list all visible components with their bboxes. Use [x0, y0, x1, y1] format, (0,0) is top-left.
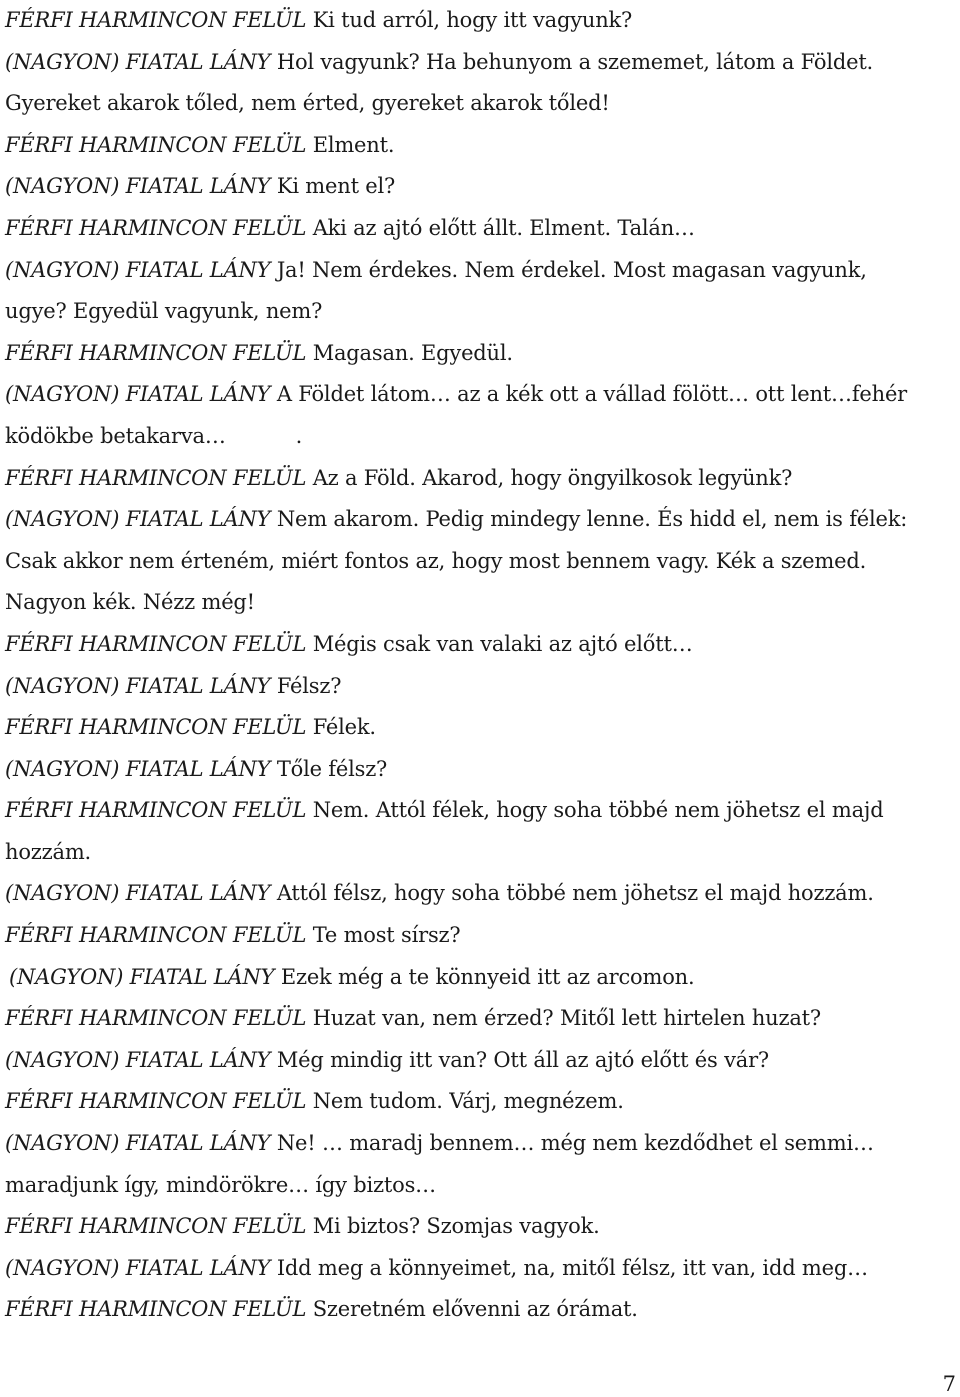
- speaker-name: (NAGYON) FIATAL LÁNY: [9, 964, 275, 989]
- dialogue-text: Félek.: [312, 715, 376, 740]
- speaker-name: (NAGYON) FIATAL LÁNY: [5, 174, 271, 199]
- speaker-name: (NAGYON) FIATAL LÁNY: [5, 49, 271, 74]
- dialogue-line: [5, 1206, 950, 1248]
- dialogue-line: [5, 374, 950, 416]
- dialogue-line: [5, 166, 950, 208]
- dialogue-text: ugye? Egyedül vagyunk, nem?: [5, 299, 323, 324]
- dialogue-text: Tőle félsz?: [276, 756, 388, 781]
- dialogue-line: [5, 1289, 950, 1331]
- dialogue-text: Szeretném elővenni az órámat.: [312, 1297, 638, 1322]
- dialogue-text: Nem. Attól félek, hogy soha többé nem jöhetsz el majd: [312, 798, 884, 823]
- dialogue-line: [5, 915, 950, 957]
- dialogue-continuation: [5, 541, 950, 583]
- dialogue-line: [5, 873, 950, 915]
- dialogue-text: Aki az ajtó előtt állt. Elment. Talán…: [312, 215, 695, 240]
- dialogue-line: [5, 998, 950, 1040]
- dialogue-line: [5, 499, 950, 541]
- dialogue-line: [5, 666, 950, 708]
- dialogue-line: [5, 1123, 950, 1165]
- dialogue-continuation: [5, 582, 950, 624]
- page-number: 7: [942, 1372, 956, 1396]
- dialogue-line: [5, 42, 950, 84]
- dialogue-line: [5, 250, 950, 292]
- dialogue-text: Ki tud arról, hogy itt vagyunk?: [312, 8, 633, 32]
- dialogue-text: Attól félsz, hogy soha többé nem jöhetsz el majd hozzám.: [276, 881, 874, 906]
- dialogue-text: Csak akkor nem érteném, miért fontos az, hogy most bennem vagy. Kék a szemed.: [5, 548, 867, 573]
- speaker-name: (NAGYON) FIATAL LÁNY: [5, 507, 271, 532]
- speaker-name: (NAGYON) FIATAL LÁNY: [5, 673, 271, 698]
- dialogue-line: [5, 0, 950, 42]
- dialogue-line: [5, 458, 950, 500]
- speaker-name: (NAGYON) FIATAL LÁNY: [5, 756, 271, 781]
- dialogue-text: Nagyon kék. Nézz még!: [5, 590, 255, 615]
- speaker-name: (NAGYON) FIATAL LÁNY: [5, 881, 271, 906]
- speaker-name: FÉRFI HARMINCON FELÜL: [5, 1006, 307, 1031]
- dialogue-text: hozzám.: [5, 839, 92, 864]
- dialogue-text: maradjunk így, mindörökre… így biztos…: [5, 1172, 436, 1197]
- speaker-name: FÉRFI HARMINCON FELÜL: [5, 215, 307, 240]
- dialogue-continuation: [5, 416, 950, 458]
- dialogue-text: Még mindig itt van? Ott áll az ajtó előtt és vár?: [276, 1047, 769, 1072]
- dialogue-continuation: [5, 291, 950, 333]
- dialogue-line: [5, 1081, 950, 1123]
- speaker-name: FÉRFI HARMINCON FELÜL: [5, 1214, 307, 1239]
- dialogue-text: A Földet látom… az a kék ott a vállad fölött… ott lent…fehér: [276, 382, 908, 407]
- dialogue-text: Hol vagyunk? Ha behunyom a szememet, látom a Földet.: [276, 49, 874, 74]
- dialogue-line: [5, 208, 950, 250]
- dialogue-continuation: [5, 832, 950, 874]
- dialogue-text: Gyereket akarok tőled, nem érted, gyereket akarok tőled!: [5, 91, 610, 116]
- dialogue-tail: .: [295, 423, 303, 448]
- dialogue-text: Ne! … maradj bennem… még nem kezdődhet el semmi…: [276, 1131, 874, 1156]
- script-text: [5, 0, 950, 1331]
- dialogue-text: Nem akarom. Pedig mindegy lenne. És hidd el, nem is félek:: [276, 507, 908, 532]
- speaker-name: (NAGYON) FIATAL LÁNY: [5, 1255, 271, 1280]
- dialogue-text: Ja! Nem érdekes. Nem érdekel. Most magasan vagyunk,: [276, 257, 867, 282]
- speaker-name: FÉRFI HARMINCON FELÜL: [5, 465, 307, 490]
- speaker-name: FÉRFI HARMINCON FELÜL: [5, 715, 307, 740]
- dialogue-text: Az a Föld. Akarod, hogy öngyilkosok legyünk?: [312, 465, 793, 490]
- dialogue-text: Magasan. Egyedül.: [312, 340, 513, 365]
- speaker-name: FÉRFI HARMINCON FELÜL: [5, 1089, 307, 1114]
- dialogue-text: Elment.: [312, 132, 395, 157]
- dialogue-text: Nem tudom. Várj, megnézem.: [312, 1089, 624, 1114]
- dialogue-line: [5, 790, 950, 832]
- dialogue-line: [5, 1040, 950, 1082]
- dialogue-line: [5, 333, 950, 375]
- dialogue-text: Te most sírsz?: [312, 923, 461, 948]
- speaker-name: FÉRFI HARMINCON FELÜL: [5, 923, 307, 948]
- dialogue-text: Ezek még a te könnyeid itt az arcomon.: [280, 964, 695, 989]
- dialogue-line: [5, 1248, 950, 1290]
- dialogue-line: [5, 125, 950, 167]
- speaker-name: (NAGYON) FIATAL LÁNY: [5, 1131, 271, 1156]
- speaker-name: FÉRFI HARMINCON FELÜL: [5, 631, 307, 656]
- dialogue-line: [5, 749, 950, 791]
- dialogue-text: Mégis csak van valaki az ajtó előtt…: [312, 631, 693, 656]
- speaker-name: FÉRFI HARMINCON FELÜL: [5, 8, 307, 32]
- dialogue-text: Huzat van, nem érzed? Mitől lett hirtelen huzat?: [312, 1006, 821, 1031]
- dialogue-text: Idd meg a könnyeimet, na, mitől félsz, itt van, idd meg…: [276, 1255, 868, 1280]
- dialogue-line: [5, 707, 950, 749]
- speaker-name: FÉRFI HARMINCON FELÜL: [5, 132, 307, 157]
- speaker-name: FÉRFI HARMINCON FELÜL: [5, 798, 307, 823]
- dialogue-text: ködökbe betakarva…: [5, 423, 226, 448]
- speaker-name: FÉRFI HARMINCON FELÜL: [5, 340, 307, 365]
- dialogue-continuation: [5, 83, 950, 125]
- dialogue-text: Mi biztos? Szomjas vagyok.: [312, 1214, 600, 1239]
- speaker-name: (NAGYON) FIATAL LÁNY: [5, 382, 271, 407]
- dialogue-line: [5, 957, 950, 999]
- speaker-name: (NAGYON) FIATAL LÁNY: [5, 1047, 271, 1072]
- dialogue-line: [5, 624, 950, 666]
- dialogue-continuation: [5, 1165, 950, 1207]
- dialogue-text: Ki ment el?: [276, 174, 396, 199]
- speaker-name: (NAGYON) FIATAL LÁNY: [5, 257, 271, 282]
- speaker-name: FÉRFI HARMINCON FELÜL: [5, 1297, 307, 1322]
- dialogue-text: Félsz?: [276, 673, 342, 698]
